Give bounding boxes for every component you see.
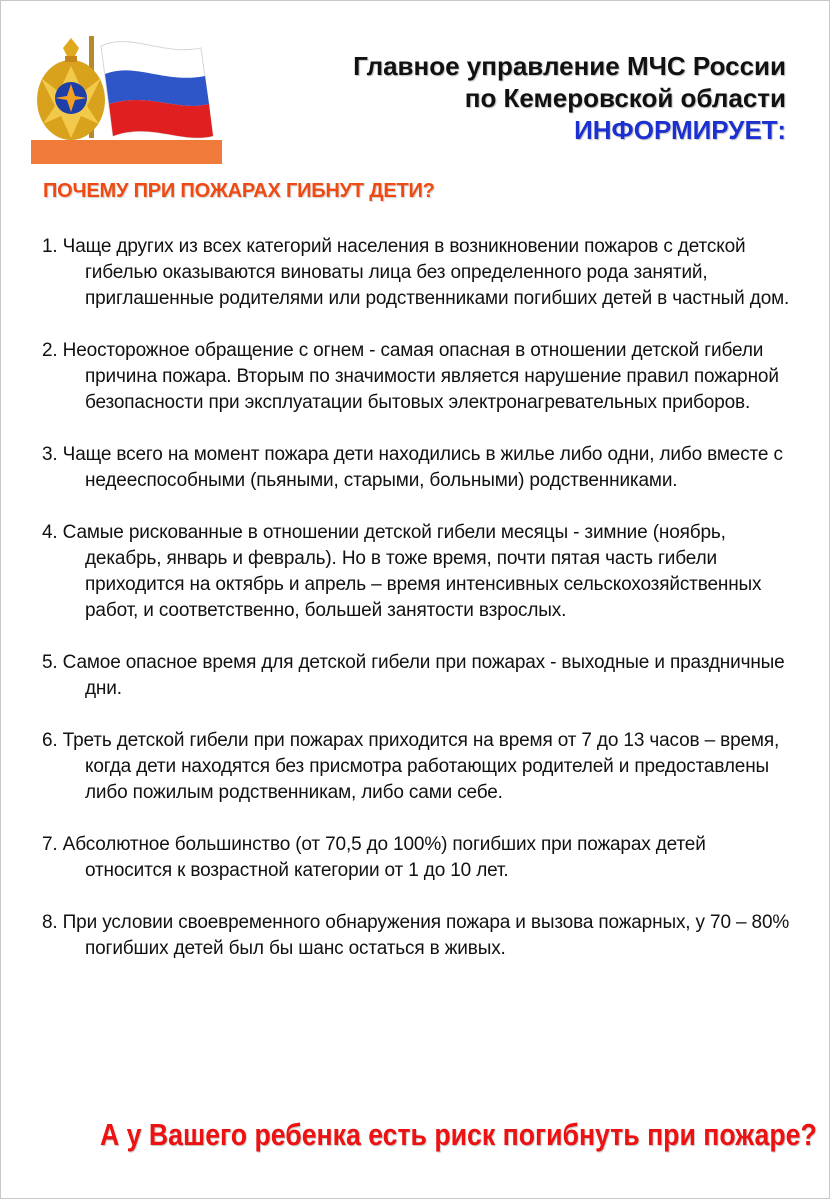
facts-list [42, 234, 792, 988]
list-item: 7. Абсолютное большинство (от 70,5 до 100%) погибших при пожарах детей относится к возрастной категории от 1 до 10 лет. [42, 834, 706, 881]
header-informs: ИНФОРМИРУЕТ: [574, 115, 786, 145]
header-block [353, 50, 786, 146]
emercom-logo [31, 28, 222, 164]
list-item: 1. Чаще других из всех категорий населения в возникновении пожаров с детской гибелью оказываются виноваты лица без определенного рода занятий, приглашенные родителями или родственниками погибших детей в частный дом. [42, 236, 790, 309]
header-line-1: Главное управление МЧС России [353, 51, 786, 81]
list-item: 2. Неосторожное обращение с огнем - самая опасная в отношении детской гибели причина пожара. Вторым по значимости является нарушение правил пожарной безопасности при эксплуатации бытовых электронагревательных приборов. [42, 340, 779, 413]
footer-question: А у Вашего ребенка есть риск погибнуть при пожаре? [100, 1117, 817, 1152]
list-item: 6. Треть детской гибели при пожарах приходится на время от 7 до 13 часов – время, когда дети находятся без присмотра работающих родителей и предоставлены либо пожилым родственникам, либо сами себе. [42, 730, 780, 803]
list-item: 4. Самые рискованные в отношении детской гибели месяцы - зимние (ноябрь, декабрь, январь и февраль). Но в тоже время, почти пятая часть гибели приходится на октябрь и апрель – время интенсивных сельскохозяйственных работ, и соответственно, большей занятости взрослых. [42, 522, 762, 621]
list-item: 5. Самое опасное время для детской гибели при пожарах - выходные и праздничные дни. [42, 652, 785, 699]
emblem-flag-icon [31, 28, 222, 164]
list-item: 8. При условии своевременного обнаружения пожара и вызова пожарных, у 70 – 80% погибших детей был бы шанс остаться в живых. [42, 912, 790, 959]
page-title: ПОЧЕМУ ПРИ ПОЖАРАХ ГИБНУТ ДЕТИ? [43, 180, 435, 202]
list-item: 3. Чаще всего на момент пожара дети находились в жилье либо одни, либо вместе с недееспособными (пьяными, старыми, больными) родственниками. [42, 444, 783, 491]
header-line-2: по Кемеровской области [464, 83, 786, 113]
